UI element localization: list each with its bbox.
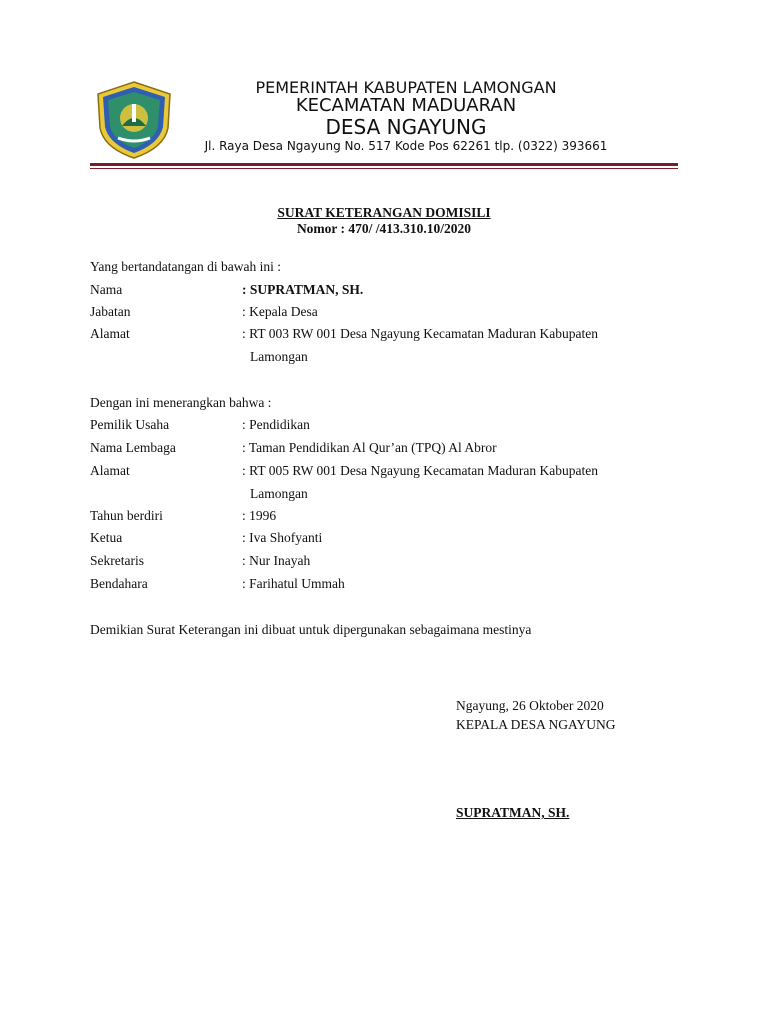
letterhead-district: KECAMATAN MADUARAN <box>295 95 517 116</box>
official-position-value: : Kepala Desa <box>242 304 318 319</box>
letterhead-address: Jl. Raya Desa Ngayung No. 517 Kode Pos 62261 tlp. (0322) 393661 <box>204 139 608 153</box>
letterhead-divider-thick <box>90 163 678 166</box>
official-address-value-cont: Lamongan <box>250 349 308 364</box>
official-position-label: Jabatan <box>90 304 131 319</box>
owner-value: : Pendidikan <box>242 417 310 432</box>
institution-address-value: : RT 005 RW 001 Desa Ngayung Kecamatan Maduran Kabupaten <box>242 463 598 478</box>
document-number: Nomor : 470/ /413.310.10/2020 <box>296 221 472 236</box>
chair-value: : Iva Shofyanti <box>242 530 323 545</box>
secretary-label: Sekretaris <box>90 553 144 568</box>
letterhead-village: DESA NGAYUNG <box>325 115 487 139</box>
year-value: : 1996 <box>242 508 277 523</box>
institution-address-label: Alamat <box>90 463 130 478</box>
document-title: SURAT KETERANGAN DOMISILI <box>277 205 491 220</box>
treasurer-label: Bendahara <box>90 576 148 591</box>
institution-name-label: Nama Lembaga <box>90 440 176 455</box>
institution-address-value-cont: Lamongan <box>250 486 308 501</box>
intro-text: Yang bertandatangan di bawah ini : <box>90 259 281 274</box>
year-label: Tahun berdiri <box>90 508 163 523</box>
official-name-value: : SUPRATMAN, SH. <box>242 282 364 297</box>
institution-name-value: : Taman Pendidikan Al Qur’an (TPQ) Al Abror <box>242 440 497 455</box>
signature-title: KEPALA DESA NGAYUNG <box>456 717 616 732</box>
treasurer-value: : Farihatul Ummah <box>242 576 345 591</box>
official-address-label: Alamat <box>90 326 130 341</box>
letterhead-divider-thin <box>90 168 678 169</box>
closing-text: Demikian Surat Keterangan ini dibuat untuk dipergunakan sebagaimana mestinya <box>90 622 532 637</box>
regency-crest-icon <box>94 80 174 160</box>
secretary-value: : Nur Inayah <box>242 553 311 568</box>
official-name-label: Nama <box>90 282 123 297</box>
signature-name: SUPRATMAN, SH. <box>456 805 570 820</box>
statement-text: Dengan ini menerangkan bahwa : <box>90 395 272 410</box>
signature-place-date: Ngayung, 26 Oktober 2020 <box>456 698 604 713</box>
owner-label: Pemilik Usaha <box>90 417 170 432</box>
chair-label: Ketua <box>90 530 123 545</box>
letterhead-government: PEMERINTAH KABUPATEN LAMONGAN <box>255 78 557 97</box>
official-address-value: : RT 003 RW 001 Desa Ngayung Kecamatan Maduran Kabupaten <box>242 326 598 341</box>
